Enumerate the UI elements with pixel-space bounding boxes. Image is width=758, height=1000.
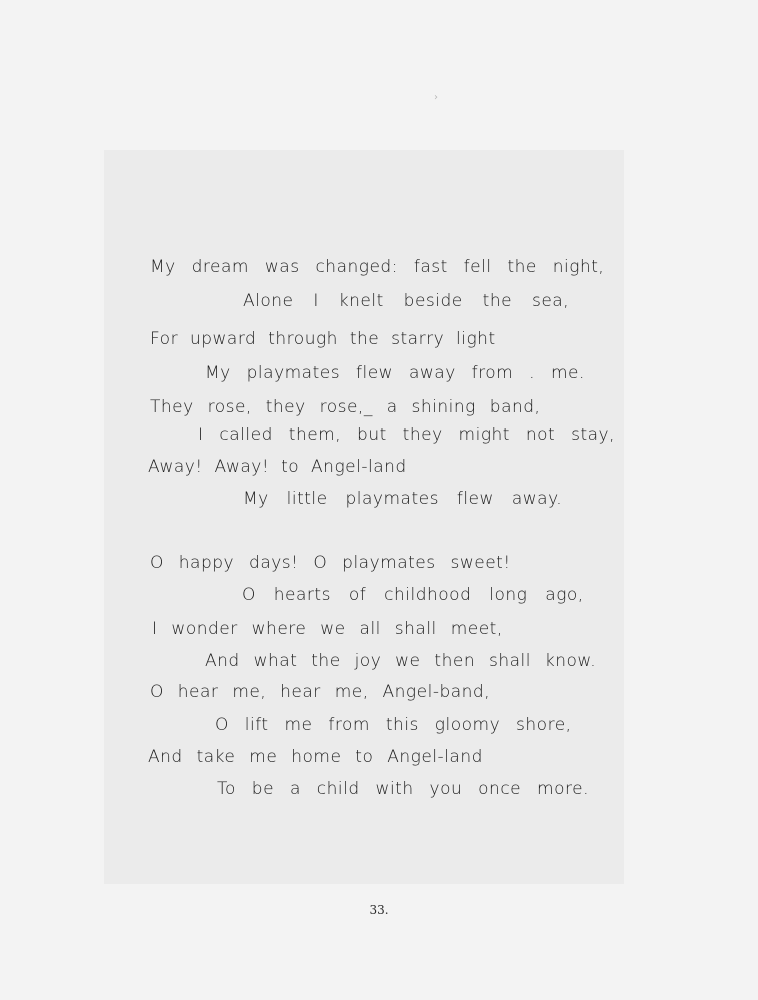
poem-line: My little playmates flew away.	[243, 489, 563, 509]
poem-line: O happy days! O playmates sweet!	[150, 553, 511, 573]
poem-line: And what the joy we then shall know.	[205, 651, 597, 671]
poem-line: To be a child with you once more.	[217, 779, 589, 799]
poem-line: My dream was changed: fast fell the night,	[150, 257, 605, 277]
poem-line: O hearts of childhood long ago,	[242, 585, 584, 605]
poem-line: They rose, they rose,_ a shining band,	[150, 397, 541, 417]
poem-line: And take me home to Angel-land	[148, 747, 483, 767]
poem-line: Away! Away! to Angel-land	[148, 457, 407, 477]
page-edge-mark: ›	[434, 92, 438, 103]
poem-line: Alone I knelt beside the sea,	[243, 291, 570, 311]
poem-line: I wonder where we all shall meet,	[152, 619, 503, 639]
poem-line: My playmates flew away from . me.	[205, 363, 585, 383]
poem-line: O lift me from this gloomy shore,	[215, 715, 572, 735]
poem-line: O hear me, hear me, Angel-band,	[150, 682, 491, 702]
page-number: 33.	[369, 903, 389, 917]
poem-line: For upward through the starry light	[150, 329, 496, 349]
poem-line: I called them, but they might not stay,	[198, 425, 616, 445]
